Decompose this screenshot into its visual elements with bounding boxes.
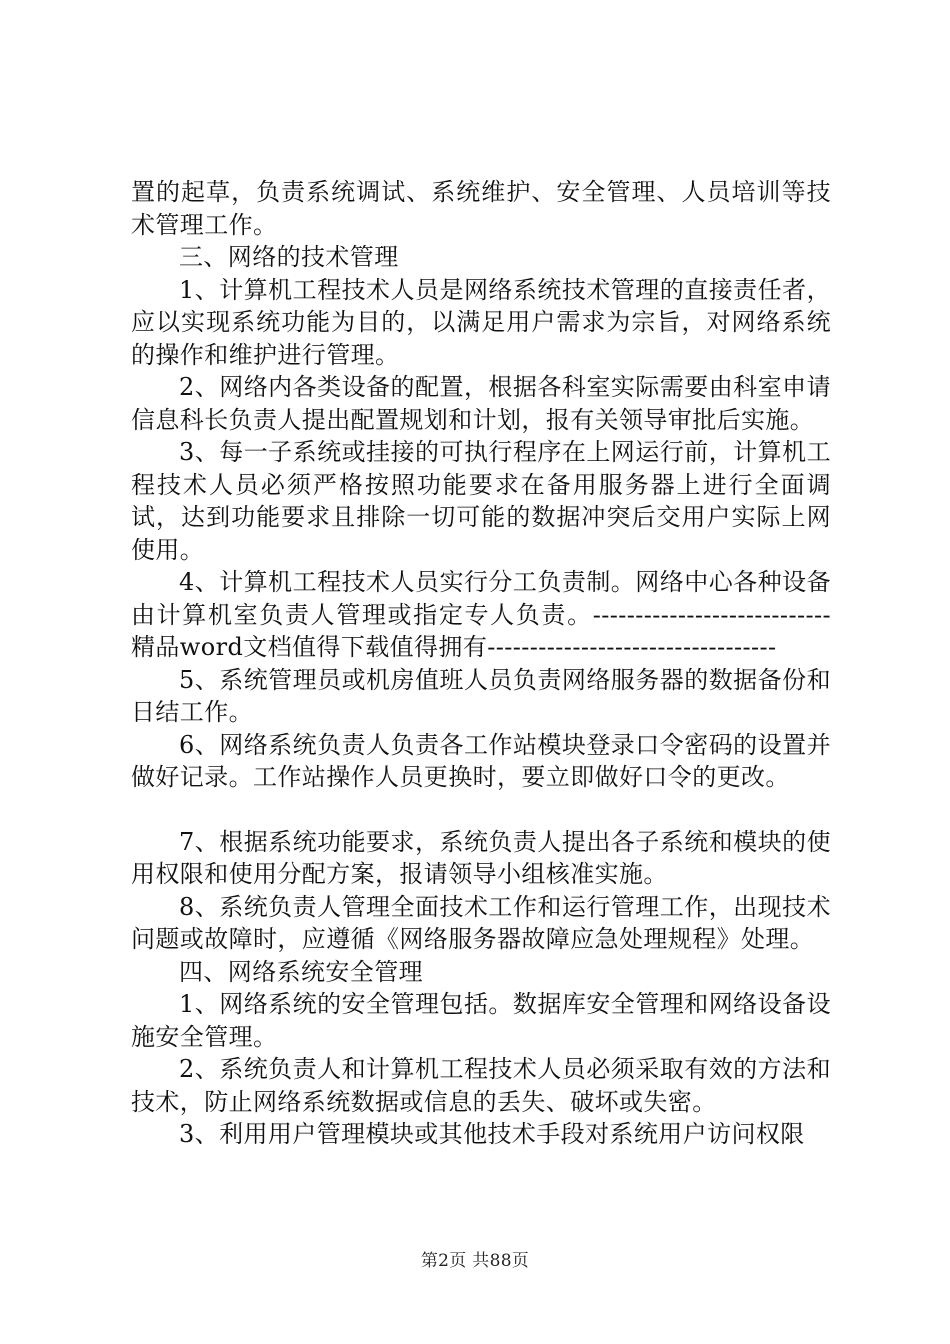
paragraph-3-8: 8、系统负责人管理全面技术工作和运行管理工作，出现技术问题或故障时，应遵循《网络服务器故障应急处理规程》处理。	[131, 892, 831, 953]
paragraph-3-1: 1、计算机工程技术人员是网络系统技术管理的直接责任者，应以实现系统功能为目的，以满足用户需求为宗旨，对网络系统的操作和维护进行管理。	[131, 275, 831, 369]
paragraph-3-3: 3、每一子系统或挂接的可执行程序在上网运行前，计算机工程技术人员必须严格按照功能要求在备用服务器上进行全面调试，达到功能要求且排除一切可能的数据冲突后交用户实际上网使用。	[131, 438, 831, 564]
paragraph-3-7: 7、根据系统功能要求，系统负责人提出各子系统和模块的使用权限和使用分配方案，报请领导小组核准实施。	[131, 827, 831, 888]
section-heading-4: 四、网络系统安全管理	[179, 957, 423, 986]
paragraph-4-3: 3、利用用户管理模块或其他技术手段对系统用户访问权限	[179, 1120, 805, 1148]
paragraph-3-4: 4、计算机工程技术人员实行分工负责制。网络中心各种设备由计算机室负责人管理或指定专人负责。----------------------------精品word文档值得下载值得拥有----------------------------------	[131, 568, 831, 661]
paragraph-3-2: 2、网络内各类设备的配置，根据各科室实际需要由科室申请信息科长负责人提出配置规划和计划，报有关领导审批后实施。	[131, 373, 831, 434]
paragraph-3-6: 6、网络系统负责人负责各工作站模块登录口令密码的设置并做好记录。工作站操作人员更换时，要立即做好口令的更改。	[131, 730, 831, 791]
paragraph-4-2: 2、系统负责人和计算机工程技术人员必须采取有效的方法和技术，防止网络系统数据或信息的丢失、破坏或失密。	[131, 1055, 831, 1116]
document-body	[131, 176, 831, 1151]
paragraph-4-1: 1、网络系统的安全管理包括。数据库安全管理和网络设备设施安全管理。	[131, 990, 831, 1051]
paragraph-1: 置的起草，负责系统调试、系统维护、安全管理、人员培训等技术管理工作。	[131, 178, 831, 239]
paragraph-3-5: 5、系统管理员或机房值班人员负责网络服务器的数据备份和日结工作。	[131, 665, 831, 726]
section-heading-3: 三、网络的技术管理	[179, 243, 399, 271]
page-number-footer: 第2页 共88页	[420, 1251, 530, 1271]
